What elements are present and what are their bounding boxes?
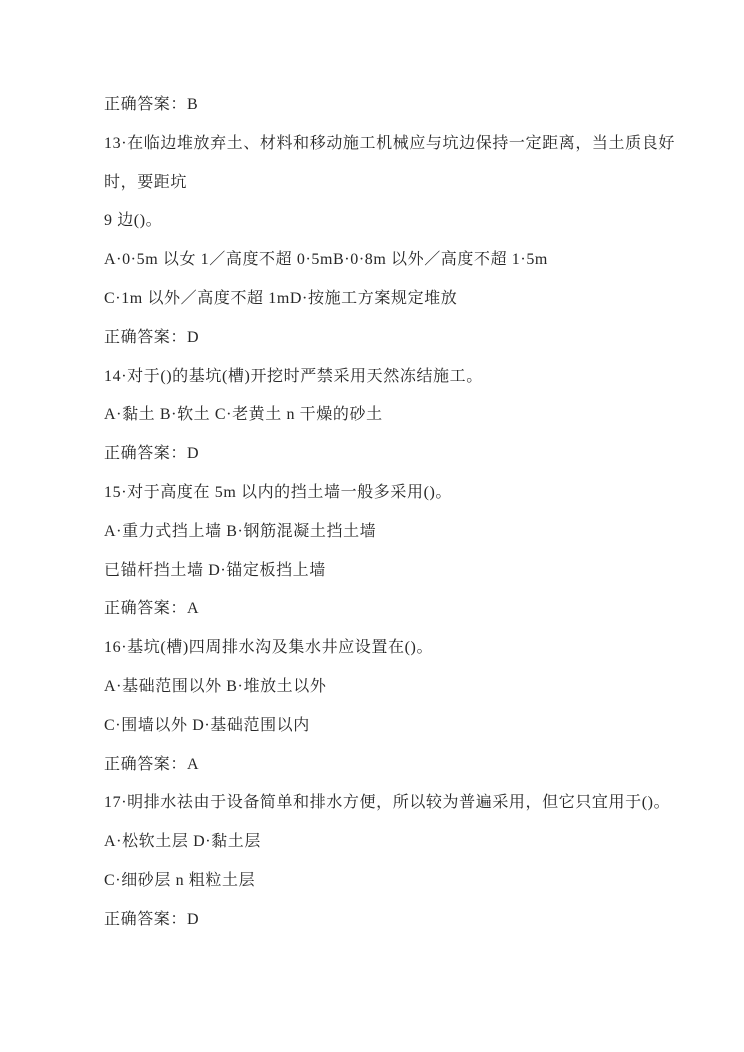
- text-line: C·细砂层 n 粗粒土层: [104, 871, 256, 889]
- text-line: 16·基坑(槽)四周排水沟及集水井应设置在()。: [104, 639, 434, 657]
- text-line: A·0·5m 以女 1／高度不超 0·5mB·0·8m 以外／高度不超 1·5m: [104, 251, 548, 269]
- text-line: C·1m 以外／高度不超 1mD·按施工方案规定堆放: [104, 289, 458, 307]
- text-line: 正确答案：A: [104, 755, 200, 773]
- text-line: 15·对于高度在 5m 以内的挡土墙一般多采用()。: [104, 483, 453, 501]
- text-line: A·松软土层 D·黏土层: [104, 833, 261, 851]
- text-line: 17·明排水祛由于设备简单和排水方便，所以较为普遍采用，但它只宜用于()。: [104, 794, 671, 812]
- text-line: A·重力式挡上墙 B·钢筋混凝土挡土墙: [104, 522, 377, 540]
- text-line: C·围墙以外 D·基础范围以内: [104, 716, 310, 734]
- text-line: A·黏土 B·软土 C·老黄土 n 干燥的砂土: [104, 406, 383, 424]
- text-line: 13·在临边堆放弃土、材料和移动施工机械应与坑边保持一定距离，当土质良好: [104, 134, 675, 152]
- text-line: 9 边()。: [104, 212, 163, 230]
- text-line: 正确答案：D: [104, 445, 200, 463]
- text-line: 时，要距坑: [104, 173, 188, 191]
- document-body: [104, 86, 684, 940]
- text-line: 正确答案：B: [104, 96, 199, 113]
- text-line: 正确答案：D: [104, 910, 200, 928]
- text-line: 14·对于()的基坑(槽)开挖时严禁采用天然冻结施工。: [104, 367, 483, 385]
- text-line: 正确答案：A: [104, 600, 200, 618]
- text-line: 已锚杆挡土墙 D·锚定板挡上墙: [104, 561, 326, 579]
- text-line: 正确答案：D: [104, 328, 200, 346]
- text-line: A·基础范围以外 B·堆放土以外: [104, 677, 327, 695]
